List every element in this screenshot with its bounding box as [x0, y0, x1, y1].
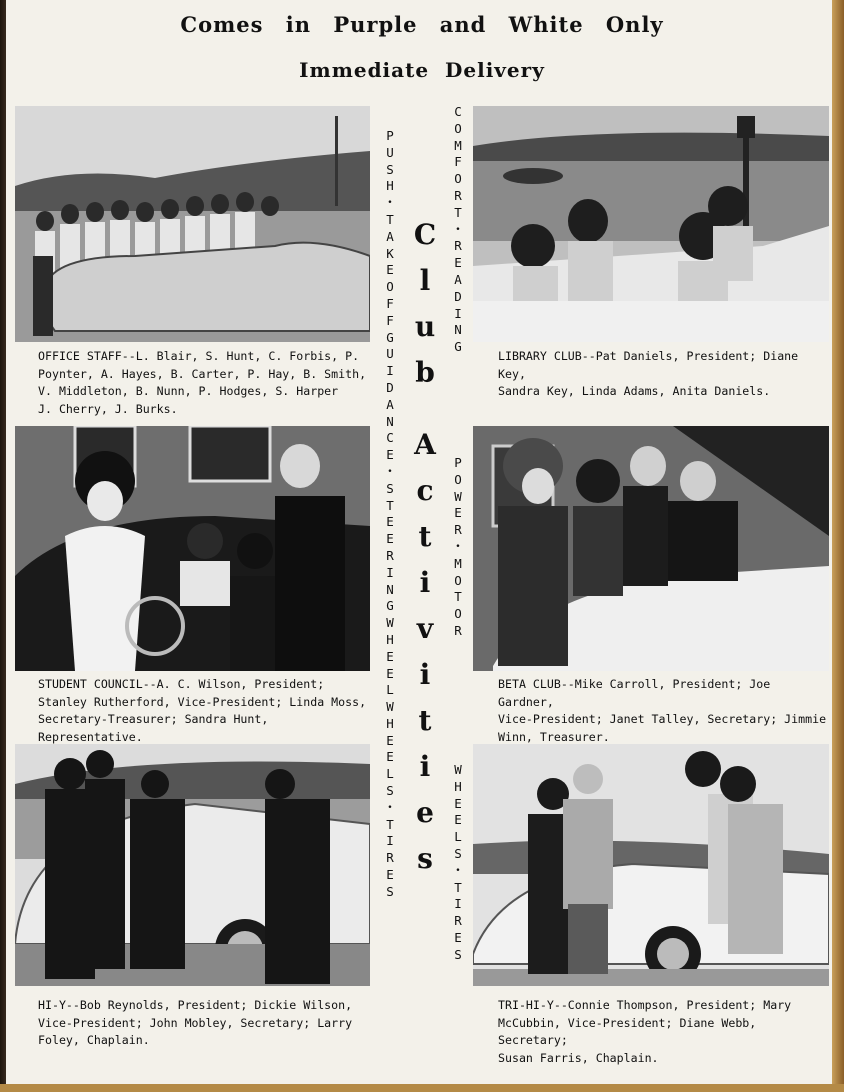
- side-word-letter: O: [454, 606, 462, 622]
- header-line-2: Immediate Delivery: [299, 58, 545, 82]
- side-word-letter: G: [386, 598, 394, 614]
- side-word-letter: T: [454, 204, 462, 220]
- side-word-letter: E: [386, 514, 394, 530]
- title-letter: t: [418, 520, 432, 553]
- title-letter: i: [419, 658, 431, 691]
- title-letter: A: [414, 428, 436, 461]
- side-word-letter: H: [454, 778, 462, 794]
- title-letter: C: [413, 218, 437, 251]
- office-staff-caption: OFFICE STAFF--L. Blair, S. Hunt, C. Forbis, P. Poynter, A. Hayes, B. Carter, P. Hay, B. Smith, V. Middleton, B. Nunn, P. Hodges, S. Harper J. Cherry, J. Burks.: [38, 349, 367, 416]
- hi-y-photo: [15, 744, 370, 986]
- side-word-letter: E: [386, 665, 394, 681]
- page-edge: [832, 0, 844, 1092]
- side-word-letter: R: [454, 913, 462, 929]
- title-letter: i: [419, 566, 431, 599]
- title-letter: v: [416, 612, 434, 645]
- side-word-letter: R: [454, 187, 462, 203]
- side-word-letter: K: [386, 245, 394, 261]
- title-letter: b: [415, 356, 435, 389]
- side-word-letter: E: [386, 447, 394, 463]
- side-word-letter: E: [386, 867, 394, 883]
- side-word-letter: S: [386, 883, 394, 899]
- side-word-letter: R: [454, 238, 462, 254]
- side-word-letter: A: [386, 228, 394, 244]
- side-word-letter: R: [454, 522, 462, 538]
- side-word-letter: O: [386, 279, 394, 295]
- side-word-letter: R: [386, 547, 394, 563]
- side-word-letter: L: [386, 682, 394, 698]
- side-word-letter: E: [386, 732, 394, 748]
- title-letter: e: [416, 796, 434, 829]
- side-word-letter: E: [454, 505, 462, 521]
- side-word-letter: O: [454, 471, 462, 487]
- side-word-letter: S: [386, 783, 394, 799]
- side-word-letter: E: [454, 812, 462, 828]
- side-words-left: [383, 128, 397, 901]
- title-letter: [410, 396, 440, 422]
- club-activities-title: [410, 212, 440, 882]
- side-word-letter: T: [386, 816, 394, 832]
- side-word-letter: N: [454, 322, 462, 338]
- side-word-letter: L: [454, 829, 462, 845]
- side-word-letter: A: [454, 271, 462, 287]
- side-words-right-bottom: [451, 762, 465, 964]
- side-word-letter: U: [386, 144, 394, 160]
- side-word-letter: •: [455, 541, 461, 552]
- library-club-caption: LIBRARY CLUB--Pat Daniels, President; Diane Key, Sandra Key, Linda Adams, Anita Daniels.: [498, 349, 799, 398]
- side-word-letter: P: [386, 128, 394, 143]
- side-word-letter: H: [386, 715, 394, 731]
- side-word-letter: T: [454, 879, 462, 895]
- side-word-letter: U: [386, 346, 394, 362]
- side-word-letter: C: [386, 430, 394, 446]
- side-words-right-top: [451, 104, 465, 356]
- page-bottom-edge: [0, 1084, 844, 1092]
- beta-club-photo: [473, 426, 829, 671]
- side-word-letter: H: [386, 631, 394, 647]
- side-word-letter: E: [454, 255, 462, 271]
- side-word-letter: E: [454, 795, 462, 811]
- side-word-letter: D: [454, 288, 462, 304]
- side-word-letter: I: [454, 896, 462, 912]
- side-word-letter: H: [386, 178, 394, 194]
- side-word-letter: N: [386, 413, 394, 429]
- side-word-letter: I: [386, 833, 394, 849]
- side-word-letter: O: [454, 120, 462, 136]
- title-letter: c: [416, 474, 434, 507]
- tri-hi-y-caption: TRI-HI-Y--Connie Thompson, President; Mary McCubbin, Vice-President; Diane Webb, Secretary; Susan Farris, Chaplain.: [498, 998, 792, 1065]
- side-word-letter: W: [386, 615, 394, 631]
- library-club-photo: [473, 106, 829, 342]
- office-staff-photo: [15, 106, 370, 342]
- side-word-letter: O: [454, 171, 462, 187]
- side-word-letter: R: [454, 622, 462, 638]
- side-word-letter: •: [387, 802, 393, 813]
- header-line-1: Comes in Purple and White Only: [180, 12, 664, 37]
- side-word-letter: •: [387, 198, 393, 209]
- side-word-letter: W: [454, 762, 462, 777]
- side-word-letter: T: [386, 497, 394, 513]
- side-word-letter: I: [454, 305, 462, 321]
- side-word-letter: I: [386, 564, 394, 580]
- title-letter: t: [418, 704, 432, 737]
- side-word-letter: N: [386, 581, 394, 597]
- side-word-letter: E: [386, 648, 394, 664]
- side-word-letter: E: [386, 262, 394, 278]
- side-word-letter: D: [386, 379, 394, 395]
- side-word-letter: S: [386, 480, 394, 496]
- side-word-letter: M: [454, 137, 462, 153]
- title-letter: u: [414, 310, 436, 343]
- side-word-letter: P: [454, 455, 462, 470]
- side-word-letter: R: [386, 850, 394, 866]
- title-letter: i: [419, 750, 431, 783]
- side-word-letter: L: [386, 766, 394, 782]
- side-word-letter: F: [454, 154, 462, 170]
- side-word-letter: C: [454, 104, 462, 119]
- side-word-letter: E: [386, 531, 394, 547]
- side-word-letter: O: [454, 572, 462, 588]
- beta-club-caption: BETA CLUB--Mike Carroll, President; Joe Gardner, Vice-President; Janet Talley, Secretary; Jimmie Winn, Treasurer.: [498, 677, 827, 744]
- title-letter: l: [419, 264, 431, 297]
- side-word-letter: T: [454, 589, 462, 605]
- side-word-letter: A: [386, 396, 394, 412]
- side-word-letter: W: [454, 488, 462, 504]
- side-word-letter: S: [454, 845, 462, 861]
- side-word-letter: •: [455, 224, 461, 235]
- student-council-photo: [15, 426, 370, 671]
- side-word-letter: G: [386, 329, 394, 345]
- side-word-letter: M: [454, 555, 462, 571]
- hi-y-caption: HI-Y--Bob Reynolds, President; Dickie Wilson, Vice-President; John Mobley, Secretary; Larry Foley, Chaplain.: [38, 998, 353, 1047]
- side-word-letter: •: [455, 865, 461, 876]
- side-word-letter: S: [386, 161, 394, 177]
- side-word-letter: I: [386, 363, 394, 379]
- tri-hi-y-photo: [473, 744, 829, 986]
- side-word-letter: F: [386, 295, 394, 311]
- side-word-letter: E: [386, 749, 394, 765]
- side-word-letter: S: [454, 946, 462, 962]
- side-word-letter: W: [386, 699, 394, 715]
- side-word-letter: •: [387, 466, 393, 477]
- side-word-letter: E: [454, 929, 462, 945]
- side-word-letter: T: [386, 211, 394, 227]
- title-letter: s: [417, 842, 433, 875]
- side-word-letter: G: [454, 339, 462, 355]
- side-words-right-mid: [451, 455, 465, 640]
- student-council-caption: STUDENT COUNCIL--A. C. Wilson, President; Stanley Rutherford, Vice-President; Linda Moss, Secretary-Treasurer; Sandra Hunt, Representative.: [38, 677, 367, 744]
- side-word-letter: F: [386, 312, 394, 328]
